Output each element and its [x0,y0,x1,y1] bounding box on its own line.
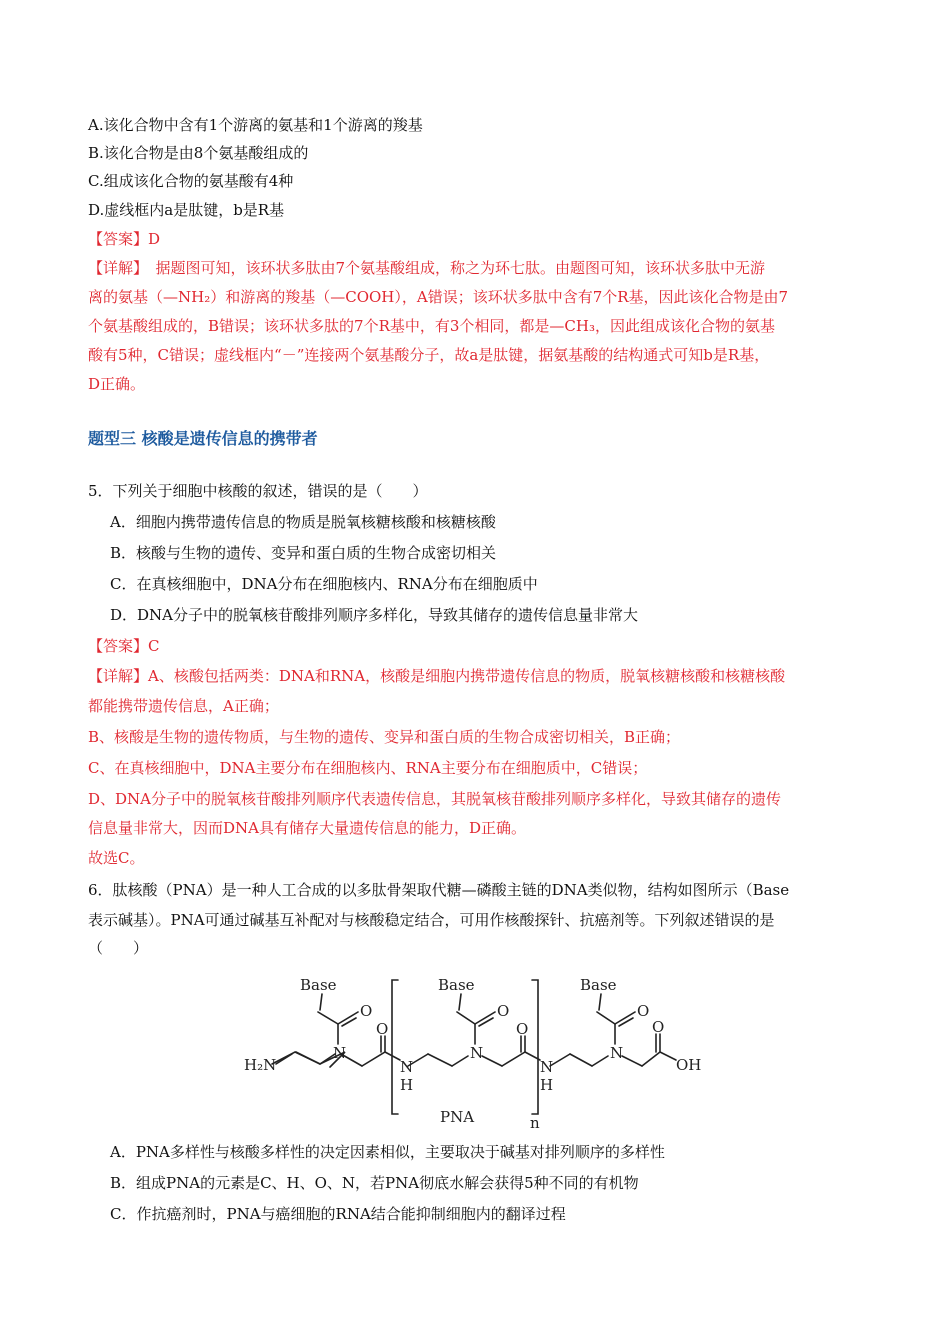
nitrogen-label: N [400,1058,414,1076]
amino-group-label: H₂N [244,1056,277,1074]
q6-option-b: B．组成PNA的元素是C、H、O、N，若PNA彻底水解会获得5种不同的有机物 [110,1174,639,1192]
q6-stem-line: 表示碱基）。PNA可通过碱基互补配对与核酸稳定结合，可用作核酸探针、抗癌剂等。下列叙述错误的是 [88,911,775,929]
nitrogen-label: N [540,1058,554,1076]
oxygen-label: O [516,1020,529,1038]
pna-structure-figure [240,972,710,1130]
q5-option-c: C．在真核细胞中，DNA分布在细胞核内、RNA分布在细胞质中 [110,575,538,593]
q6-stem-line: （ ） [88,939,149,957]
q4-option-c: C.组成该化合物的氨基酸有4种 [88,172,294,190]
q4-answer: 【答案】D [88,230,161,248]
q4-explain-line: 离的氨基（—NH₂）和游离的羧基（—COOH），A错误；该环状多肽中含有7个R基，因此该化合物是由7 [88,288,789,306]
q5-option-b: B．核酸与生物的遗传、变异和蛋白质的生物合成密切相关 [110,544,497,562]
hydrogen-label: H [540,1076,554,1094]
hydrogen-label: H [400,1076,414,1094]
oxygen-label: O [652,1018,665,1036]
q6-option-a: A．PNA多样性与核酸多样性的决定因素相似，主要取决于碱基对排列顺序的多样性 [110,1143,665,1161]
q4-explain-line: 【详解】 据题图可知，该环状多肽由7个氨基酸组成，称之为环七肽。由题图可知，该环状多肽中无游 [88,259,766,277]
hydroxyl-label: OH [676,1056,702,1074]
q5-explain-line: B、核酸是生物的遗传物质，与生物的遗传、变异和蛋白质的生物合成密切相关，B正确； [88,728,681,746]
oxygen-label: O [497,1002,510,1020]
q6-option-c: C．作抗癌剂时，PNA与癌细胞的RNA结合能抑制细胞内的翻译过程 [110,1205,566,1223]
q5-explain-line: 都能携带遗传信息，A正确； [88,697,279,715]
oxygen-label: O [360,1002,373,1020]
q5-answer: 【答案】C [88,637,160,655]
q5-explain-line: C、在真核细胞中，DNA主要分布在细胞核内、RNA主要分布在细胞质中，C错误； [88,759,648,777]
q4-explain-line: D正确。 [88,375,146,393]
q4-option-b: B.该化合物是由8个氨基酸组成的 [88,144,309,162]
figure-caption: PNA [440,1108,475,1126]
repeat-subscript: n [530,1114,540,1130]
base-label: Base [580,976,617,994]
nitrogen-label: N [333,1044,347,1062]
nitrogen-label: N [610,1044,624,1062]
q5-explain-line: 【详解】A、核酸包括两类：DNA和RNA，核酸是细胞内携带遗传信息的物质，脱氧核糖核酸和核糖核酸 [88,667,786,685]
section-title: 题型三 核酸是遗传信息的携带者 [88,429,318,448]
q4-explain-line: 酸有5种，C错误；虚线框内“－”连接两个氨基酸分子，故a是肽键，据氨基酸的结构通式可知b是R基， [88,346,770,364]
q5-explain-line: 信息量非常大，因而DNA具有储存大量遗传信息的能力，D正确。 [88,819,527,837]
nitrogen-label: N [470,1044,484,1062]
q5-option-d: D．DNA分子中的脱氧核苷酸排列顺序多样化，导致其储存的遗传信息量非常大 [110,606,639,624]
q5-option-a: A．细胞内携带遗传信息的物质是脱氧核糖核酸和核糖核酸 [110,513,496,531]
base-label: Base [300,976,337,994]
q4-option-d: D.虚线框内a是肽键，b是R基 [88,201,285,219]
q6-stem-line: 6．肽核酸（PNA）是一种人工合成的以多肽骨架取代糖—磷酸主链的DNA类似物，结构如图所示（Base [88,881,790,899]
base-label: Base [438,976,475,994]
q4-explain-line: 个氨基酸组成的，B错误；该环状多肽的7个R基中，有3个相同，都是—CH₃，因此组成该化合物的氨基 [88,317,775,335]
oxygen-label: O [376,1020,389,1038]
q5-explain-line: 故选C。 [88,849,145,867]
q5-stem: 5．下列关于细胞中核酸的叙述，错误的是（ ） [88,482,428,500]
q5-explain-line: D、DNA分子中的脱氧核苷酸排列顺序代表遗传信息，其脱氧核苷酸排列顺序多样化，导致其储存的遗传 [88,790,782,808]
q4-option-a: A.该化合物中含有1个游离的氨基和1个游离的羧基 [88,116,423,134]
oxygen-label: O [637,1002,650,1020]
